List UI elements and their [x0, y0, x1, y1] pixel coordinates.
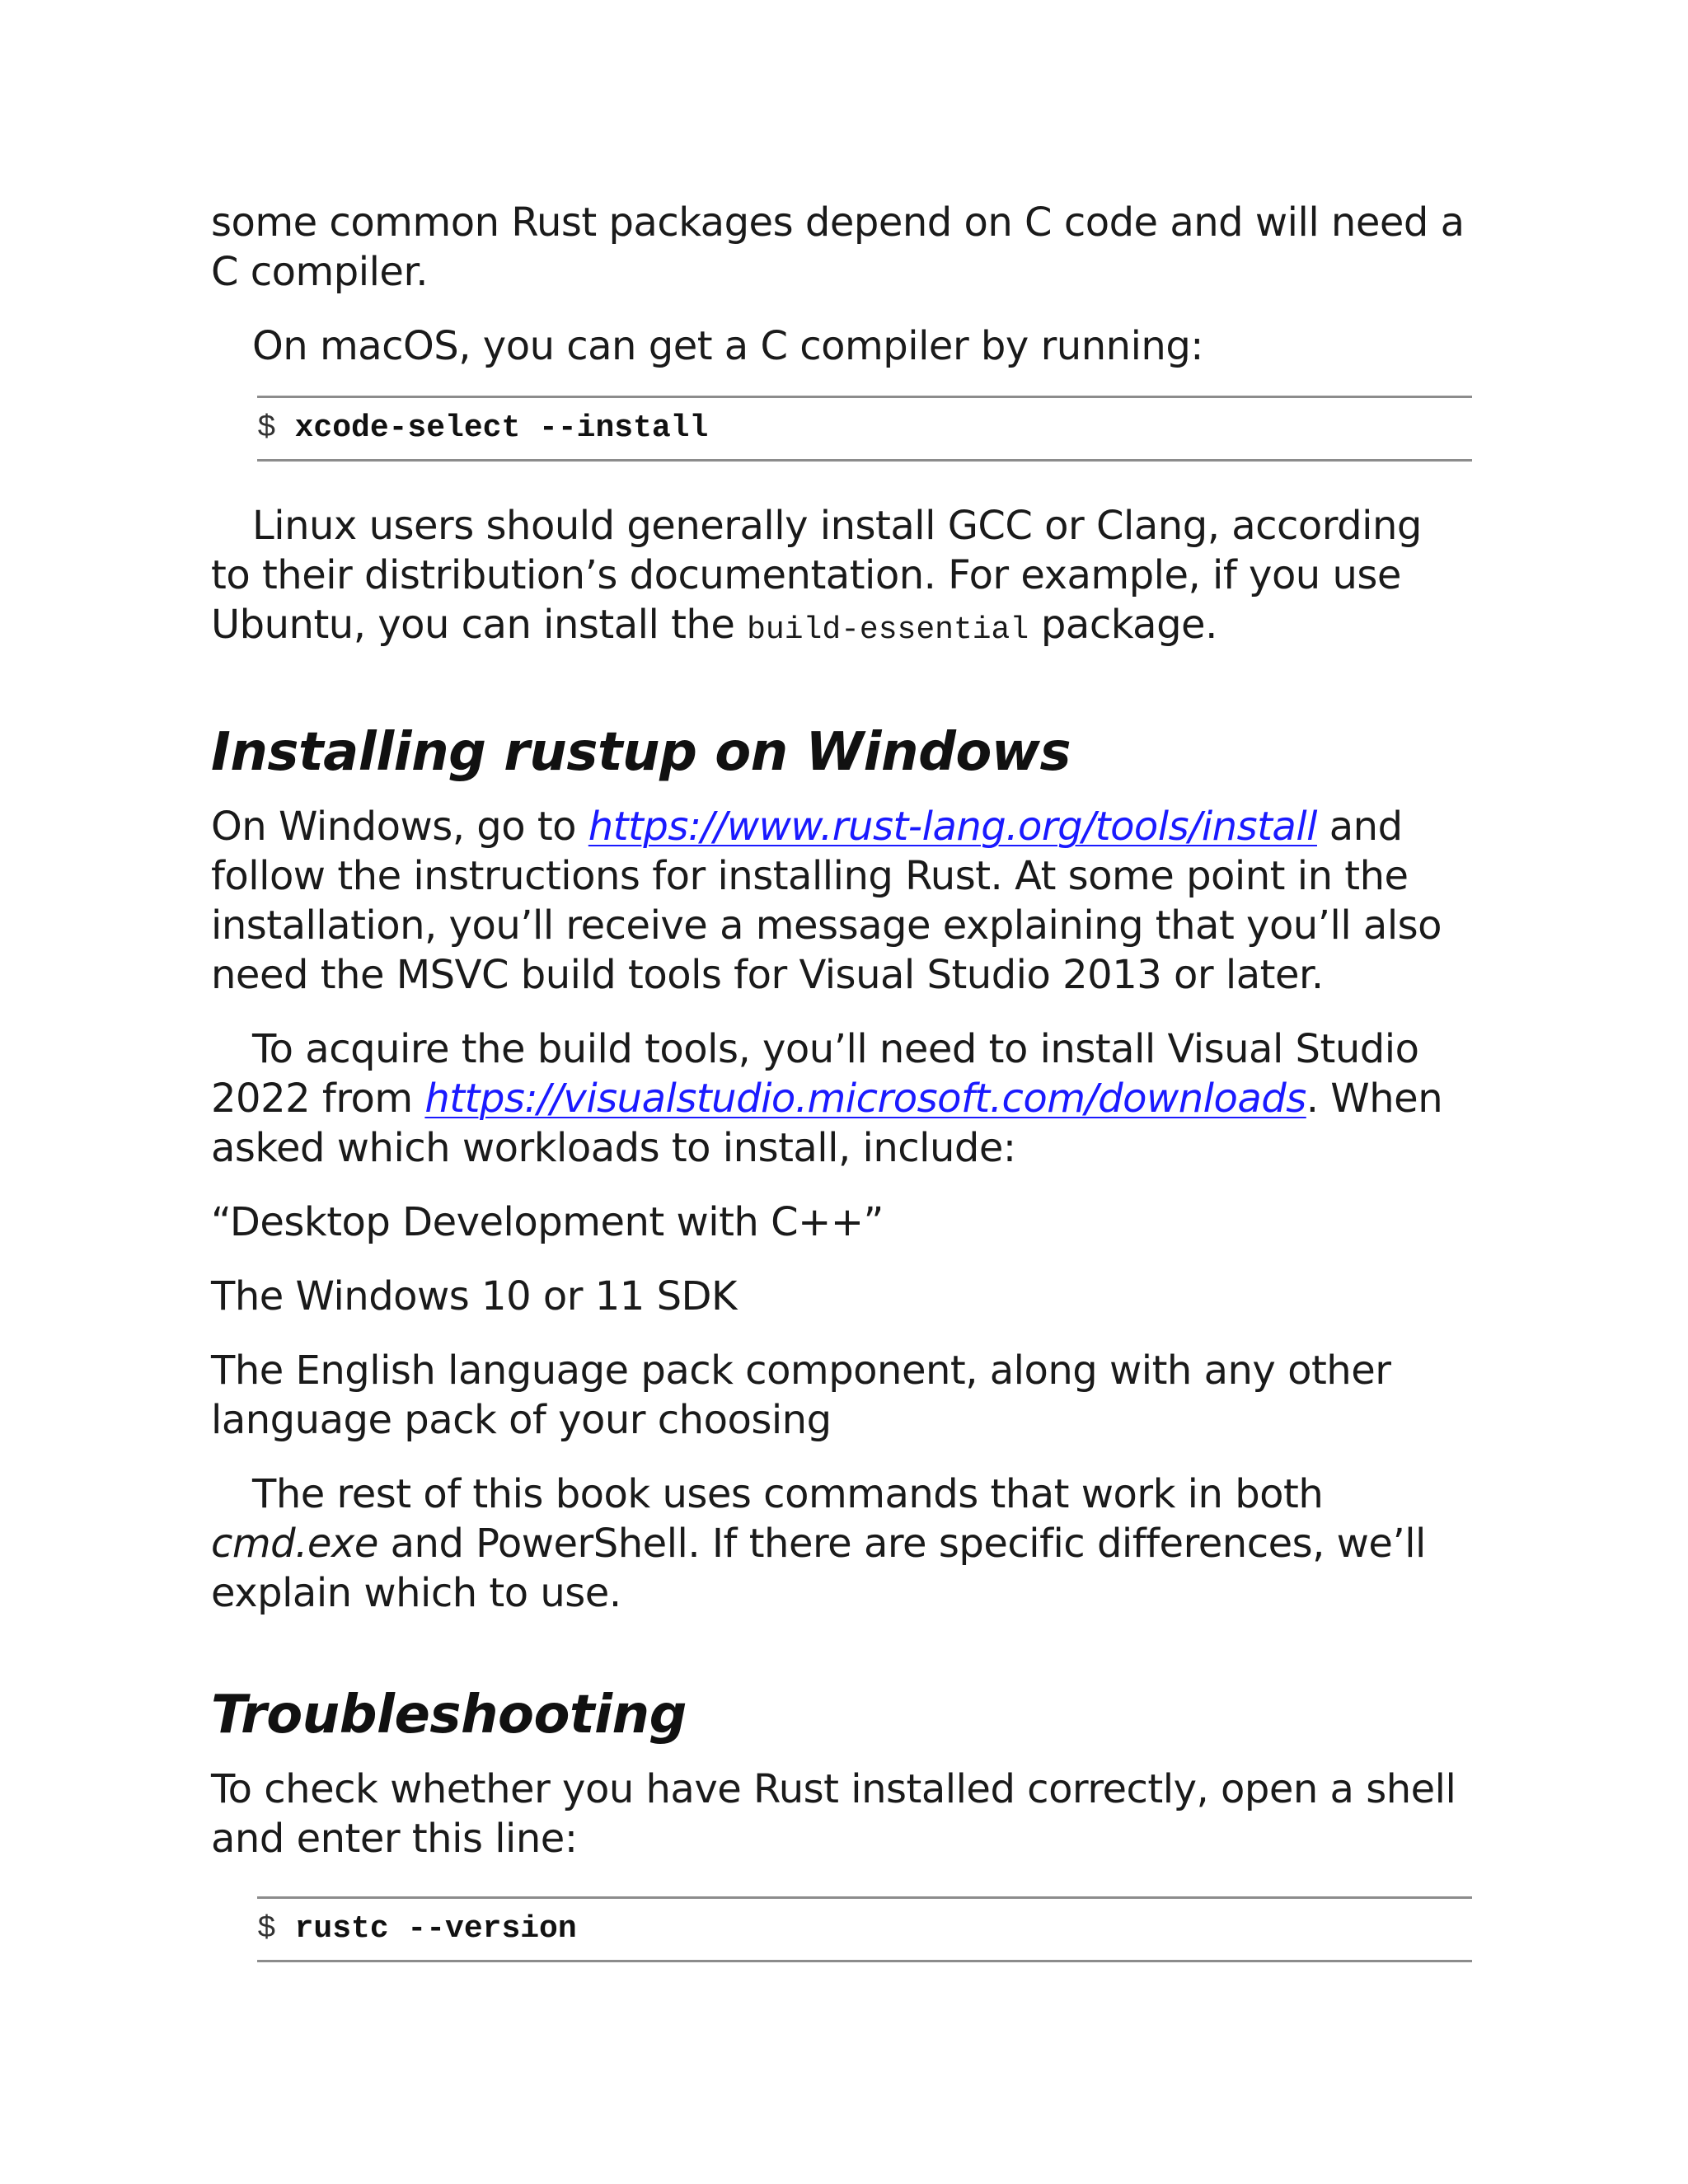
shell-prompt: $ [257, 1911, 295, 1947]
command-rustc-version: rustc --version [294, 1911, 577, 1947]
shell-prompt: $ [257, 410, 295, 446]
para-build-tools [211, 1024, 1472, 1173]
para-shells-text-1: The rest of this book uses commands that work in both [252, 1471, 1324, 1517]
text-column [211, 198, 1472, 1962]
heading-troubleshooting: Troubleshooting [211, 1685, 687, 1746]
para-linux [211, 501, 1472, 655]
para-build-tools-text-1: To acquire the build tools, you’ll need to install Visual Studio 2022 from [211, 1026, 1419, 1122]
para-macos: On macOS, you can get a C compiler by running: [252, 323, 1203, 369]
para-intro-end: some common Rust packages depend on C code and will need a C compiler. [211, 199, 1465, 295]
workload-item: The Windows 10 or 11 SDK [211, 1273, 737, 1319]
para-build-tools-text-2: . When asked which workloads to install, include: [211, 1076, 1443, 1171]
workload-item: The English language pack component, along with any other language pack of your choosing [211, 1347, 1391, 1443]
inline-code-build-essential: build-essential [747, 612, 1029, 648]
heading-installing-rustup-windows: Installing rustup on Windows [211, 722, 1071, 783]
command-xcode-select: xcode-select --install [294, 410, 709, 446]
code-block-rustc [257, 1896, 1472, 1962]
para-windows-text-1: On Windows, go to [211, 804, 588, 850]
workload-item: “Desktop Development with C++” [211, 1199, 884, 1245]
para-linux-text-2: package. [1029, 602, 1217, 648]
para-windows [211, 802, 1472, 1000]
link-visualstudio-downloads[interactable]: https://visualstudio.microsoft.com/downloads [424, 1076, 1306, 1122]
para-shells [211, 1469, 1472, 1618]
para-linux-text-1: Linux users should generally install GCC or Clang, according to their distribution’s documentation. For example, if you use Ubuntu, you can install the [211, 503, 1422, 648]
code-block-xcode [257, 396, 1472, 462]
filename-cmd-exe: cmd.exe [211, 1521, 378, 1567]
link-rust-install[interactable]: https://www.rust-lang.org/tools/install [588, 804, 1317, 850]
para-shells-text-2: and PowerShell. If there are specific differences, we’ll explain which to use. [211, 1521, 1426, 1616]
para-check: To check whether you have Rust installed correctly, open a shell and enter this line: [211, 1766, 1456, 1862]
para-windows-text-2: and follow the instructions for installing Rust. At some point in the installation, you’ll receive a message explaining that you’ll also need the MSVC build tools for Visual Studio 2013 or later. [211, 804, 1442, 998]
